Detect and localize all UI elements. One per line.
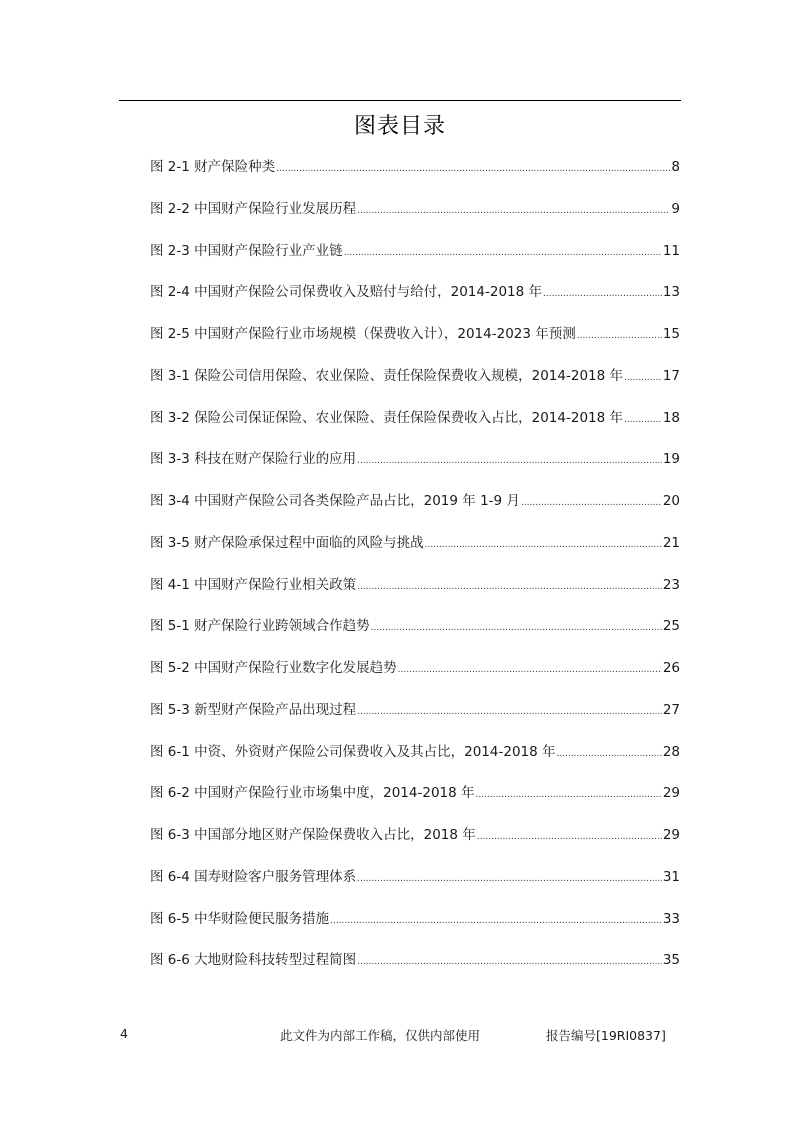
- toc-entry-page: 15: [662, 326, 680, 342]
- toc-entry-page: 9: [671, 200, 680, 217]
- toc-entry-label: 图 6-6 大地财险科技转型过程简图: [150, 952, 357, 969]
- toc-entry-label: 图 2-4 中国财产保险公司保费收入及赔付与给付，2014-2018 年: [150, 284, 543, 301]
- toc-leader-dots: [357, 451, 662, 467]
- toc-entry[interactable]: [150, 489, 680, 531]
- toc-entry-label: 图 3-1 保险公司信用保险、农业保险、责任保险保费收入规模，2014-2018 年: [150, 367, 624, 384]
- toc-entry-page: 31: [662, 868, 680, 885]
- toc-entry[interactable]: [150, 531, 680, 573]
- toc-entry-label: 图 6-4 国寿财险客户服务管理体系: [150, 868, 357, 885]
- toc-entry-label: 图 3-4 中国财产保险公司各类保险产品占比，2019 年 1-9 月: [150, 493, 520, 509]
- toc-entry-label: 图 5-2 中国财产保险行业数字化发展趋势: [150, 660, 397, 676]
- footer-report-id: 报告编号[19RI0837]: [546, 1028, 666, 1043]
- toc-leader-dots: [357, 201, 670, 217]
- header-rule: [119, 100, 681, 101]
- toc-entry[interactable]: [150, 865, 680, 907]
- toc-entry[interactable]: [150, 447, 680, 489]
- toc-entry-label: 图 3-3 科技在财产保险行业的应用: [150, 451, 357, 468]
- toc-entry-page: 26: [662, 660, 680, 676]
- toc-entry-page: 35: [662, 952, 680, 969]
- toc-entry-page: 21: [662, 534, 680, 551]
- toc-entry-label: 图 6-3 中国部分地区财产保险保费收入占比，2018 年: [150, 827, 476, 843]
- toc-leader-dots: [398, 660, 662, 676]
- toc-entry[interactable]: [150, 364, 680, 406]
- toc-entry-page: 13: [662, 284, 680, 301]
- toc-leader-dots: [357, 702, 662, 718]
- toc-leader-dots: [543, 284, 662, 300]
- toc-entry-label: 图 5-3 新型财产保险产品出现过程: [150, 701, 357, 718]
- toc-leader-dots: [276, 159, 670, 175]
- toc-entry[interactable]: [150, 698, 680, 740]
- toc-leader-dots: [357, 869, 662, 885]
- toc-entry-label: 图 6-5 中华财险便民服务措施: [150, 910, 330, 927]
- toc-entry-label: 图 3-2 保险公司保证保险、农业保险、责任保险保费收入占比，2014-2018 年: [150, 409, 624, 426]
- toc-leader-dots: [521, 493, 662, 509]
- toc-leader-dots: [371, 618, 662, 634]
- toc-leader-dots: [577, 326, 662, 342]
- toc-entry[interactable]: [150, 823, 680, 865]
- toc-entry-page: 8: [671, 159, 680, 175]
- footer-confidential-note: 此文件为内部工作稿，仅供内部使用: [280, 1028, 481, 1043]
- toc-entry[interactable]: [150, 781, 680, 823]
- toc-entry-page: 25: [662, 618, 680, 635]
- toc-entry-label: 图 4-1 中国财产保险行业相关政策: [150, 576, 357, 593]
- page-title: 图表目录: [353, 114, 446, 139]
- toc-entry-page: 11: [662, 242, 680, 259]
- toc-entry[interactable]: [150, 740, 680, 782]
- toc-leader-dots: [330, 911, 662, 927]
- toc-entry[interactable]: [150, 406, 680, 448]
- toc-entry[interactable]: [150, 573, 680, 615]
- toc-entry-page: 33: [662, 910, 680, 927]
- toc-entry[interactable]: [150, 197, 680, 239]
- toc-entry-page: 29: [662, 827, 680, 843]
- toc-entry-page: 29: [662, 785, 680, 802]
- toc-entry-page: 19: [662, 451, 680, 468]
- toc-entry-page: 23: [662, 576, 680, 593]
- toc-leader-dots: [477, 827, 662, 843]
- footer-page-number: 4: [120, 1026, 128, 1041]
- toc-entry-label: 图 2-1 财产保险种类: [150, 159, 276, 175]
- toc-leader-dots: [357, 952, 662, 968]
- toc-entry-page: 27: [662, 701, 680, 718]
- toc-entry[interactable]: [150, 239, 680, 281]
- toc-entry-label: 图 3-5 财产保险承保过程中面临的风险与挑战: [150, 534, 424, 551]
- toc-entry-label: 图 2-5 中国财产保险行业市场规模（保费收入计），2014-2023 年预测: [150, 326, 576, 342]
- toc-entry[interactable]: [150, 656, 680, 698]
- toc-leader-dots: [624, 368, 662, 384]
- toc-entry[interactable]: [150, 948, 680, 990]
- toc-leader-dots: [344, 243, 662, 259]
- toc-entry[interactable]: [150, 614, 680, 656]
- toc-entry-page: 28: [662, 743, 680, 760]
- toc-entry-label: 图 2-2 中国财产保险行业发展历程: [150, 200, 357, 217]
- toc-leader-dots: [357, 577, 662, 593]
- toc-leader-dots: [425, 535, 662, 551]
- toc-entry-page: 18: [662, 409, 680, 426]
- toc-leader-dots: [624, 410, 662, 426]
- toc-entry-page: 20: [662, 493, 680, 509]
- toc-entry-label: 图 5-1 财产保险行业跨领域合作趋势: [150, 618, 370, 635]
- toc-entry-page: 17: [662, 367, 680, 384]
- toc-leader-dots: [476, 785, 662, 801]
- toc-entry-label: 图 6-2 中国财产保险行业市场集中度，2014-2018 年: [150, 785, 475, 802]
- toc-entry-label: 图 6-1 中资、外资财产保险公司保费收入及其占比，2014-2018 年: [150, 743, 556, 760]
- toc-entry-label: 图 2-3 中国财产保险行业产业链: [150, 242, 343, 259]
- toc-entry[interactable]: [150, 907, 680, 949]
- toc-leader-dots: [557, 744, 662, 760]
- toc-entry[interactable]: [150, 155, 680, 197]
- toc-entry[interactable]: [150, 280, 680, 322]
- table-of-figures: [150, 155, 680, 990]
- toc-entry[interactable]: [150, 322, 680, 364]
